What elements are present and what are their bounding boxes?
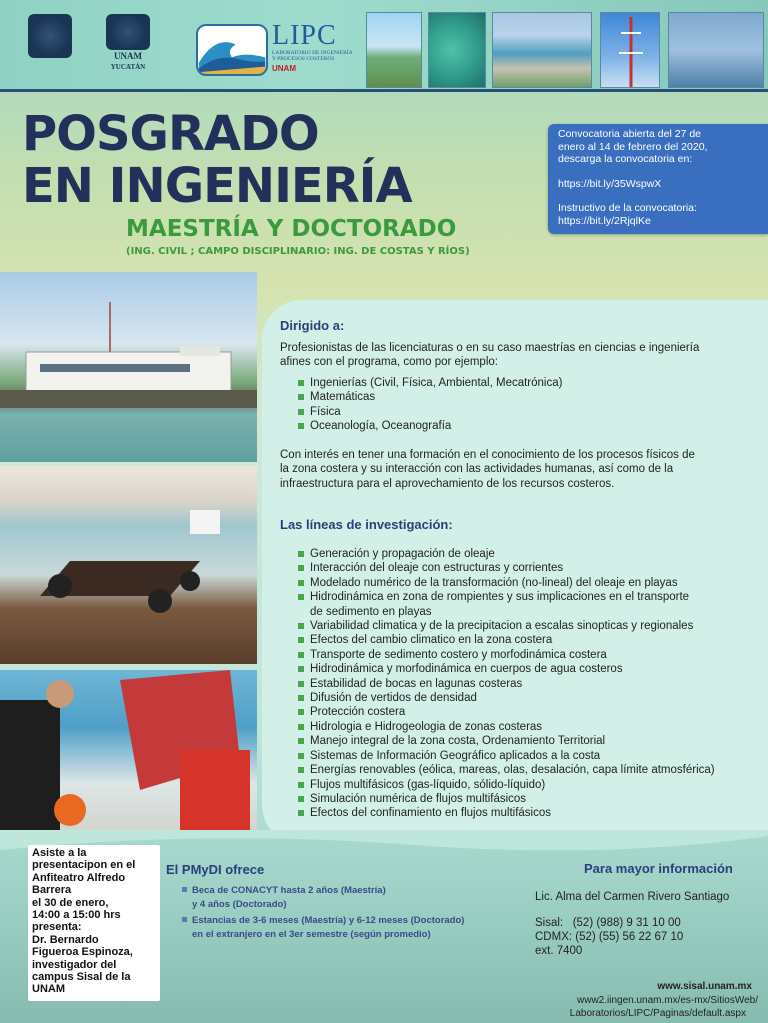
unam-yucatan-logo [100,14,156,72]
photo-meeting-room [0,466,257,664]
list-item: Oceanología, Oceanografía [298,419,758,433]
dirigido-outro [280,448,760,491]
asiste-line: Figueroa Espinoza, [32,946,133,959]
title-line-2: EN INGENIERÍA [22,158,412,214]
conv-line-2: enero al 14 de febrero del 2020, [558,140,708,153]
page-title [22,108,542,212]
list-item [182,884,522,912]
asiste-line: UNAM [32,983,65,996]
asiste-line: Barrera [32,884,72,897]
list-item: Generación y propagación de oleaje [298,547,760,561]
list-item [182,914,522,942]
list-item: Variabilidad climatica y de la precipitacion a escalas sinopticas y regionales [298,619,760,633]
header-band [0,0,768,92]
conv-link-1[interactable]: https://bit.ly/35WspwX [558,177,662,190]
asiste-line: Anfiteatro Alfredo [32,871,126,884]
title-line-1: POSGRADO [22,106,319,162]
pmydi-list [182,884,522,942]
unam-crest-icon [28,14,72,58]
phone-sisal: Sisal: (52) (988) 9 31 10 00 [535,917,681,929]
list-item: Energías renovables (eólica, mareas, olas, desalación, capa límite atmosférica) [298,763,760,777]
header-photo-sea [668,12,764,88]
dirigido-list [298,376,758,434]
list-item: Hidrodinámica en zona de rompientes y sus implicaciones en el transporte [298,590,760,604]
lipc-subtitle-line-2: Y PROCESOS COSTEROS [272,56,335,62]
list-item: Estabilidad de bocas en lagunas costeras [298,677,760,691]
header-photo-tower [600,12,660,88]
lipc-unam-label: UNAM [272,64,296,73]
web-link-lipc-1[interactable]: www2.iingen.unam.mx/es-mx/SitiosWeb/ [577,995,758,1006]
title-subtitle: MAESTRÍA Y DOCTORADO [126,216,457,242]
list-item: Protección costera [298,705,760,719]
asiste-line: investigador del [32,958,117,971]
presentation-box [28,845,160,1001]
convocatoria-box [548,124,768,234]
phone-ext: ext. 7400 [535,945,583,957]
photo-building [0,272,257,462]
dirigido-outro-line-3: infraestructura para el aprovechamiento de los recursos costeros. [280,477,615,490]
asiste-line: Dr. Bernardo [32,933,99,946]
asiste-line: Asiste a la [32,847,87,859]
pmydi-item-2-line-1: Estancias de 3-6 meses (Maestría) y 6-12 meses (Doctorado) [192,915,465,926]
list-item-continuation: de sedimento en playas [310,605,432,618]
pmydi-item-2-line-2: en el extranjero en el 3er semestre (según promedio) [192,929,431,940]
header-photo-aerial [492,12,592,88]
pmydi-heading: El PMyDI ofrece [166,862,265,877]
title-note: (ING. CIVIL ; CAMPO DISCIPLINARIO: ING. DE COSTAS Y RÍOS) [126,246,470,257]
list-item: Física [298,405,758,419]
phone-cdmx: CDMX: (52) (55) 56 22 67 10 [535,931,684,943]
header-photo-beach [366,12,422,88]
conv-line-4: Instructivo de la convocatoria: [558,202,697,214]
pmydi-item-1-line-2: y 4 años (Doctorado) [192,899,287,910]
asiste-line: el 30 de enero, [32,896,109,909]
web-link-sisal[interactable]: www.sisal.unam.mx [657,981,752,992]
list-item: Manejo integral de la zona costa, Ordenamiento Territorial [298,734,760,748]
list-item: Transporte de sedimento costero y morfodinámica costera [298,648,760,662]
list-item: Matemáticas [298,390,758,404]
info-heading: Para mayor información [584,861,733,876]
list-item: Sistemas de Información Geográfico aplicados a la costa [298,749,760,763]
conv-link-2[interactable]: https://bit.ly/2RjqlKe [558,214,651,227]
asiste-line: 14:00 a 15:00 hrs [32,909,121,922]
asiste-line: campus Sisal de la [32,971,131,984]
asiste-line: presentacipon en el [32,859,136,872]
dirigido-intro-line-1: Profesionistas de las licenciaturas o en su caso maestrías en ciencias e ingeniería [280,342,700,354]
header-photo-diver [428,12,486,88]
list-item: Hidrodinámica y morfodinámica en cuerpos de agua costeros [298,662,760,676]
list-item: Modelado numérico de la transformación (no-lineal) del oleaje en playas [298,576,760,590]
lipc-title: LIPC [272,20,337,51]
dirigido-outro-line-1: Con interés en tener una formación en el conocimiento de los procesos físicos de [280,449,695,461]
list-item: Interacción del oleaje con estructuras y corrientes [298,561,760,575]
yucatan-caption: YUCATÁN [110,63,146,71]
dirigido-intro [280,341,760,370]
pmydi-item-1-line-1: Beca de CONACYT hasta 2 años (Maestría) [192,885,386,896]
web-link-lipc-2[interactable]: Laboratorios/LIPC/Paginas/default.aspx [569,1008,746,1019]
list-item: Hidrologia e Hidrogeologia de zonas costeras [298,720,760,734]
dirigido-outro-line-2: la zona costera y su interacción con las actividades humanas, así como de la [280,463,674,476]
dirigido-intro-line-2: afines con el programa, como por ejemplo: [280,356,498,369]
list-item: Difusión de vertidos de densidad [298,691,760,705]
dirigido-heading: Dirigido a: [280,318,345,333]
list-item: Ingenierías (Civil, Física, Ambiental, Mecatrónica) [298,376,758,390]
list-item: Efectos del cambio climatico en la zona costera [298,633,760,647]
conv-line-3: descarga la convocatoria en: [558,153,693,165]
list-item: Flujos multifásicos (gas-líquido, sólido-líquido) [298,778,760,792]
list-item: Efectos del confinamiento en flujos multifásicos [298,806,760,820]
lipc-text-block [272,22,362,73]
unam-caption: UNAM [114,51,142,61]
unam-crest-logo [22,14,78,72]
lipc-subtitle-line-1: LABORATORIO DE INGENIERÍA [272,50,353,56]
lipc-wave-logo-icon [196,24,268,76]
lineas-heading: Las líneas de investigación: [280,517,453,532]
conv-line-1: Convocatoria abierta del 27 de [558,128,702,140]
unam-yucatan-crest-icon [106,14,150,50]
asiste-line: presenta: [32,921,82,934]
list-item: Simulación numérica de flujos multifásicos [298,792,760,806]
contact-name: Lic. Alma del Carmen Rivero Santiago [535,891,730,903]
lineas-list [298,547,760,821]
